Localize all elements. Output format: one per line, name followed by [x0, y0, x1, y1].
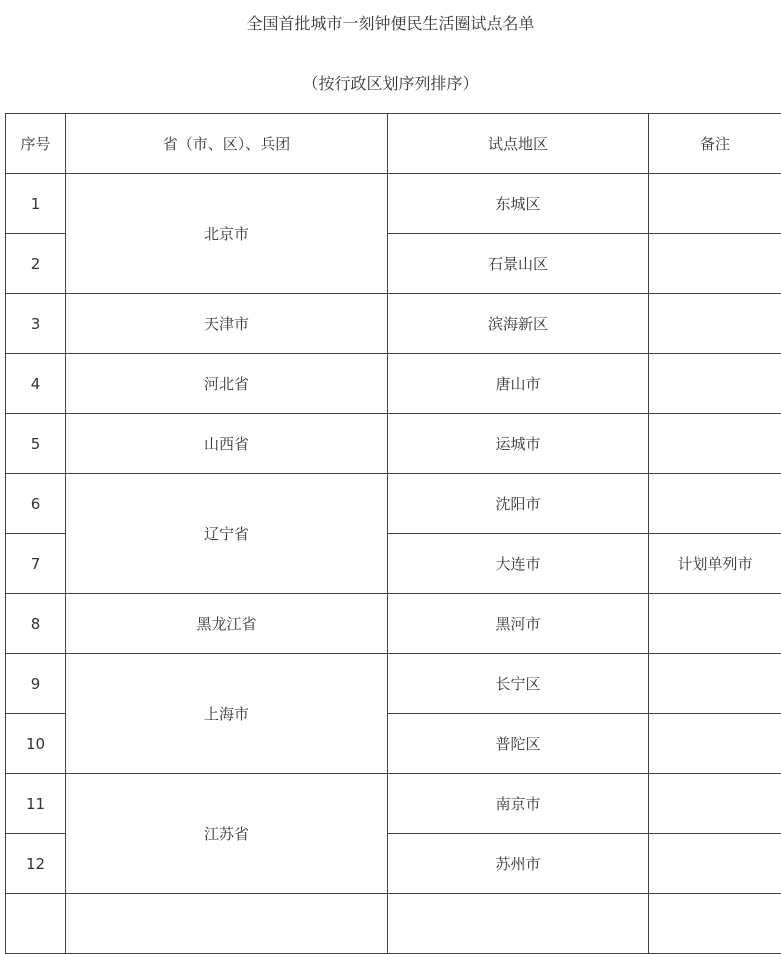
cell-seq: 3: [6, 294, 66, 354]
cell-note: [649, 594, 781, 654]
cell-note: [649, 834, 781, 894]
cell-area: 运城市: [388, 414, 649, 474]
cell-seq: [6, 894, 66, 954]
cell-province: 江苏省: [66, 774, 388, 894]
cell-province: 上海市: [66, 654, 388, 774]
table-row: [6, 894, 781, 954]
cell-seq: 6: [6, 474, 66, 534]
cell-seq: 2: [6, 234, 66, 294]
cell-note: [649, 774, 781, 834]
cell-note: [649, 654, 781, 714]
table-row: [6, 474, 781, 534]
cell-area: 滨海新区: [388, 294, 649, 354]
cell-province: 北京市: [66, 174, 388, 294]
cell-seq: 9: [6, 654, 66, 714]
document-title: 全国首批城市一刻钟便民生活圈试点名单: [0, 12, 781, 36]
cell-area: 苏州市: [388, 834, 649, 894]
document-subtitle: （按行政区划序列排序）: [0, 72, 781, 96]
table-row: [6, 774, 781, 834]
cell-note: [649, 894, 781, 954]
cell-seq: 1: [6, 174, 66, 234]
table-row: [6, 174, 781, 234]
cell-area: 普陀区: [388, 714, 649, 774]
header-province: 省（市、区）、兵团: [66, 114, 388, 174]
cell-area: 沈阳市: [388, 474, 649, 534]
table-row: [6, 414, 781, 474]
cell-area: 南京市: [388, 774, 649, 834]
cell-province: 河北省: [66, 354, 388, 414]
cell-area: 东城区: [388, 174, 649, 234]
header-note: 备注: [649, 114, 781, 174]
cell-seq: 4: [6, 354, 66, 414]
cell-province: 天津市: [66, 294, 388, 354]
cell-note: [649, 234, 781, 294]
cell-note: [649, 714, 781, 774]
cell-seq: 10: [6, 714, 66, 774]
cell-province: 山西省: [66, 414, 388, 474]
cell-area: 黑河市: [388, 594, 649, 654]
cell-note: 计划单列市: [649, 534, 781, 594]
header-area: 试点地区: [388, 114, 649, 174]
table-row: [6, 354, 781, 414]
cell-area: 长宁区: [388, 654, 649, 714]
cell-area: [388, 894, 649, 954]
cell-seq: 12: [6, 834, 66, 894]
cell-seq: 5: [6, 414, 66, 474]
cell-province: [66, 894, 388, 954]
cell-note: [649, 414, 781, 474]
table-row: [6, 294, 781, 354]
table-row: [6, 594, 781, 654]
cell-note: [649, 474, 781, 534]
cell-seq: 11: [6, 774, 66, 834]
cell-province: 黑龙江省: [66, 594, 388, 654]
cell-note: [649, 174, 781, 234]
cell-note: [649, 294, 781, 354]
cell-area: 石景山区: [388, 234, 649, 294]
cell-note: [649, 354, 781, 414]
table-row: [6, 654, 781, 714]
table-header-row: [6, 114, 781, 174]
pilot-list-table: [5, 113, 781, 954]
cell-province: 辽宁省: [66, 474, 388, 594]
cell-area: 唐山市: [388, 354, 649, 414]
header-seq: 序号: [6, 114, 66, 174]
cell-area: 大连市: [388, 534, 649, 594]
cell-seq: 8: [6, 594, 66, 654]
cell-seq: 7: [6, 534, 66, 594]
